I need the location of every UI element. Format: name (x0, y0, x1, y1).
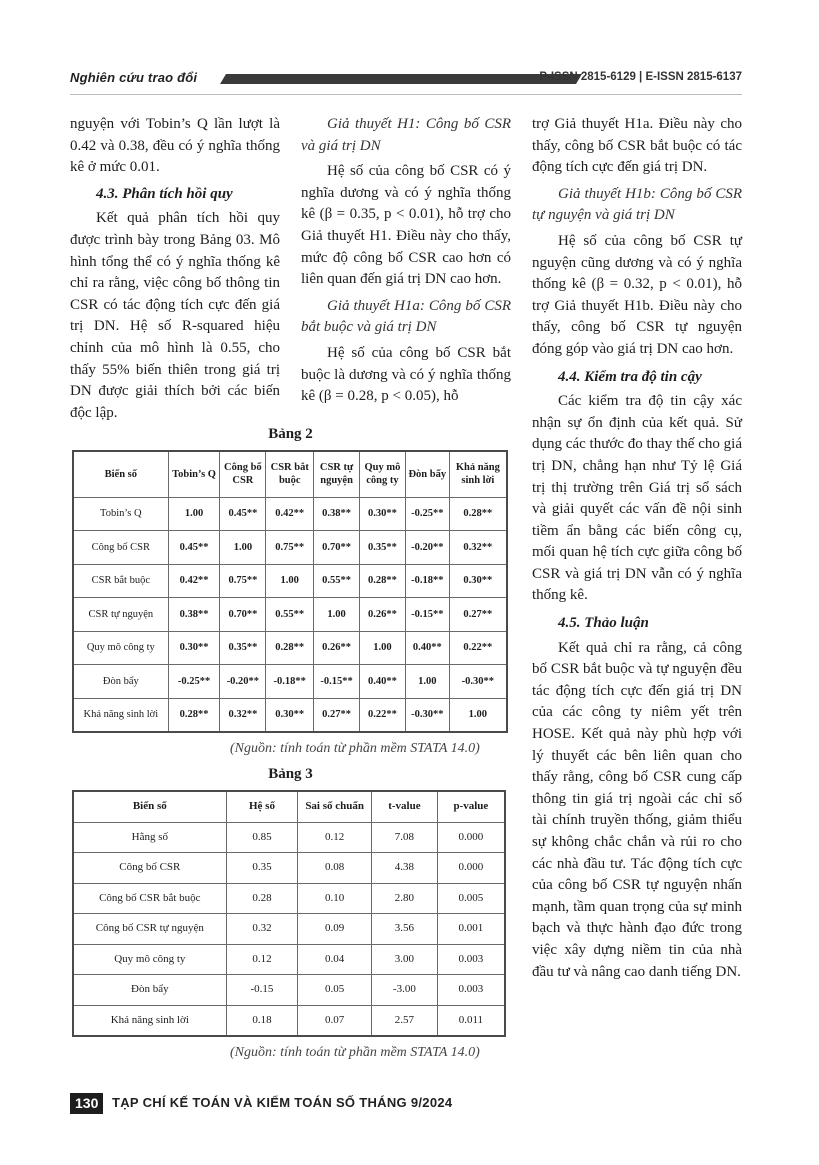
table-cell: -0.30** (405, 698, 449, 732)
row-label: Đòn bẩy (73, 975, 226, 1006)
table-cell: -0.15** (314, 665, 360, 699)
table-cell: 1.00 (266, 564, 314, 598)
table-cell: 1.00 (449, 698, 507, 732)
section-heading: 4.5. Thảo luận (558, 615, 649, 632)
column-2 (301, 114, 511, 408)
table-cell: 0.04 (298, 944, 372, 975)
regression-table (72, 790, 506, 1037)
hypothesis-heading: Giả thuyết H1a: Công bố CSR bắt buộc và giá trị DN (301, 297, 511, 336)
table-cell: 1.00 (360, 631, 406, 665)
table-cell: 3.00 (372, 944, 438, 975)
table-row (73, 598, 507, 632)
table-cell: 0.000 (437, 822, 505, 853)
column-header: Biến số (73, 451, 168, 497)
table-cell: 0.28 (226, 883, 298, 914)
table-cell: 1.00 (168, 497, 220, 531)
paragraph: Hệ số của công bố CSR bắt buộc là dương và có ý nghĩa thống kê (β = 0.28, p < 0.05), hỗ (301, 344, 511, 405)
page-header (70, 70, 742, 88)
column-header: t-value (372, 791, 438, 822)
table-cell: 0.38** (168, 598, 220, 632)
section-title: Nghiên cứu trao đổi (70, 70, 198, 85)
table-cell: 0.003 (437, 944, 505, 975)
table-cell: 0.45** (220, 497, 266, 531)
column-header: CSR tự nguyện (314, 451, 360, 497)
table-cell: 0.30** (360, 497, 406, 531)
table-cell: 0.30** (449, 564, 507, 598)
table-cell: 0.32 (226, 914, 298, 945)
table-cell: 0.18 (226, 1005, 298, 1036)
table-cell: 0.08 (298, 853, 372, 884)
table-cell: 0.40** (405, 631, 449, 665)
column-header: Khả năng sinh lời (449, 451, 507, 497)
paragraph: Kết quả chỉ ra rằng, cả công bố CSR bắt buộc và tự nguyện đều tác động tích cực đến giá trị DN của các công ty niêm yết trên HOSE. Kết quả này phù hợp với lý thuyết các bên liên quan cho thấy rằng, công bố CSR cung cấp thông tin giá trị ngoài các chỉ số tài chính truyền thống, giảm thiểu sự không chắc chắn và rủi ro cho các nhà đầu tư. Tác động tích cực của công bố CSR tự nguyện nhấn mạnh, tầm quan trọng của sự minh bạch và thực hành đạo đức trong việc xây dựng niềm tin của nhà đầu tư và nâng cao danh tiếng DN. (532, 639, 742, 980)
column-header: Công bố CSR (220, 451, 266, 497)
table-cell: 0.40** (360, 665, 406, 699)
table-header-row (73, 791, 505, 822)
table-cell: 0.26** (314, 631, 360, 665)
table-cell: 0.011 (437, 1005, 505, 1036)
column-header: Biến số (73, 791, 226, 822)
column-header: Quy mô công ty (360, 451, 406, 497)
column-header: Tobin’s Q (168, 451, 220, 497)
table-row (73, 944, 505, 975)
hypothesis-heading: Giả thuyết H1b: Công bố CSR tự nguyện và giá trị DN (532, 185, 742, 224)
table-row (73, 1005, 505, 1036)
section-heading: 4.3. Phân tích hồi quy (96, 185, 233, 202)
table-cell: 0.005 (437, 883, 505, 914)
table-cell: 0.27** (449, 598, 507, 632)
paragraph: Hệ số của công bố CSR tự nguyện cũng dương và có ý nghĩa thống kê (β = 0.32, p < 0.01), hỗ trợ Giả thuyết H1b. Điều này cho thấy, công bố CSR tự nguyện đóng góp vào giá trị DN cao hơn. (532, 232, 742, 357)
header-decor-bar (220, 74, 582, 84)
table-cell: 3.56 (372, 914, 438, 945)
table-cell: 0.09 (298, 914, 372, 945)
table-cell: 1.00 (405, 665, 449, 699)
table-cell: 0.45** (168, 531, 220, 565)
row-label: Công bố CSR (73, 853, 226, 884)
table-cell: -0.30** (449, 665, 507, 699)
table-2-source: (Nguồn: tính toán từ phần mềm STATA 14.0) (230, 741, 480, 756)
table-cell: 0.26** (360, 598, 406, 632)
table-cell: 1.00 (220, 531, 266, 565)
row-label: Khả năng sinh lời (73, 698, 168, 732)
hypothesis-heading: Giả thuyết H1: Công bố CSR và giá trị DN (301, 116, 511, 154)
table-cell: 0.85 (226, 822, 298, 853)
table-cell: 0.12 (298, 822, 372, 853)
paragraph: Kết quả phân tích hồi quy được trình bày trong Bảng 03. Mô hình tổng thể có ý nghĩa thống kê chỉ ra rằng, việc công bố thông tin CSR có tác động tích cực đến giá trị DN. Hệ số R-squared hiệu chỉnh của mô hình là 0.55, cho thấy 55% biến thiên trong giá trị DN được giải thích bởi các biến độc lập. (70, 210, 280, 421)
column-header: p-value (437, 791, 505, 822)
table-cell: 0.07 (298, 1005, 372, 1036)
row-label: Quy mô công ty (73, 944, 226, 975)
table-cell: 0.000 (437, 853, 505, 884)
table-cell: -0.25** (405, 497, 449, 531)
table-cell: 0.42** (266, 497, 314, 531)
table-3-caption: Bảng 3 (268, 766, 313, 782)
table-header-row (73, 451, 507, 497)
table-cell: 0.55** (314, 564, 360, 598)
column-3 (532, 114, 742, 983)
table-cell: 0.55** (266, 598, 314, 632)
table-cell: -0.25** (168, 665, 220, 699)
table-row (73, 914, 505, 945)
table-row (73, 531, 507, 565)
table-cell: 0.70** (220, 598, 266, 632)
header-divider (70, 94, 742, 95)
table-cell: 0.75** (220, 564, 266, 598)
row-label: CSR tự nguyện (73, 598, 168, 632)
column-header: Đòn bẩy (405, 451, 449, 497)
table-row (73, 975, 505, 1006)
paragraph: Các kiểm tra độ tin cậy xác nhận sự ổn định của kết quả. Sử dụng các thước đo thay thế cho giá trị DN, chẳng hạn như Tỷ lệ Giá trị thị trường trên Giá trị sổ sách và giải quyết các vấn đề nội sinh tiềm ẩn bằng các biến công cụ, mối quan hệ tích cực giữa công bố CSR và giá trị DN vẫn có ý nghĩa thống kê. (532, 393, 742, 604)
table-cell: 0.22** (360, 698, 406, 732)
table-cell: 0.75** (266, 531, 314, 565)
table-cell: 0.12 (226, 944, 298, 975)
table-cell: -3.00 (372, 975, 438, 1006)
table-cell: 0.35** (220, 631, 266, 665)
correlation-table (72, 450, 508, 733)
table-3-source: (Nguồn: tính toán từ phần mềm STATA 14.0) (230, 1045, 480, 1060)
column-header: Sai số chuẩn (298, 791, 372, 822)
table-cell: 0.42** (168, 564, 220, 598)
table-cell: 0.32** (449, 531, 507, 565)
table-cell: 0.28** (168, 698, 220, 732)
table-cell: 1.00 (314, 598, 360, 632)
column-header: CSR bắt buộc (266, 451, 314, 497)
row-label: CSR bắt buộc (73, 564, 168, 598)
table-cell: 4.38 (372, 853, 438, 884)
table-row (73, 631, 507, 665)
table-cell: 0.32** (220, 698, 266, 732)
table-cell: -0.20** (220, 665, 266, 699)
table-cell: -0.15 (226, 975, 298, 1006)
table-cell: 0.27** (314, 698, 360, 732)
row-label: Hằng số (73, 822, 226, 853)
row-label: Quy mô công ty (73, 631, 168, 665)
paragraph: Hệ số của công bố CSR có ý nghĩa dương và có ý nghĩa thống kê (β = 0.35, p < 0.01), hỗ trợ cho Giả thuyết H1. Điều này cho thấy, mức độ công bố CSR cao hơn có liên quan đến giá trị DN cao hơn. (301, 163, 511, 288)
table-row (73, 698, 507, 732)
paragraph: nguyện với Tobin’s Q lần lượt là 0.42 và 0.38, đều có ý nghĩa thống kê ở mức 0.01. (70, 116, 280, 176)
table-cell: 7.08 (372, 822, 438, 853)
table-cell: 0.003 (437, 975, 505, 1006)
table-row (73, 564, 507, 598)
table-cell: 2.57 (372, 1005, 438, 1036)
journal-title: TẠP CHÍ KẾ TOÁN VÀ KIỂM TOÁN SỐ THÁNG 9/2024 (112, 1095, 453, 1110)
table-cell: 0.35** (360, 531, 406, 565)
column-header: Hệ số (226, 791, 298, 822)
table-cell: -0.18** (405, 564, 449, 598)
table-row (73, 853, 505, 884)
table-row (73, 822, 505, 853)
table-cell: 2.80 (372, 883, 438, 914)
table-cell: -0.15** (405, 598, 449, 632)
table-cell: 0.70** (314, 531, 360, 565)
table-row (73, 883, 505, 914)
table-cell: 0.28** (360, 564, 406, 598)
table-cell: 0.05 (298, 975, 372, 1006)
table-cell: 0.30** (266, 698, 314, 732)
row-label: Công bố CSR (73, 531, 168, 565)
table-cell: 0.28** (449, 497, 507, 531)
issn-label: P-ISSN 2815-6129 | E-ISSN 2815-6137 (539, 71, 742, 83)
table-cell: 0.35 (226, 853, 298, 884)
table-cell: 0.001 (437, 914, 505, 945)
column-1 (70, 114, 280, 424)
row-label: Công bố CSR bắt buộc (73, 883, 226, 914)
table-2-caption: Bảng 2 (268, 426, 313, 442)
row-label: Tobin’s Q (73, 497, 168, 531)
row-label: Công bố CSR tự nguyện (73, 914, 226, 945)
table-cell: 0.28** (266, 631, 314, 665)
table-row (73, 497, 507, 531)
table-cell: -0.20** (405, 531, 449, 565)
table-cell: 0.22** (449, 631, 507, 665)
row-label: Khả năng sinh lời (73, 1005, 226, 1036)
paragraph: trợ Giả thuyết H1a. Điều này cho thấy, công bố CSR bắt buộc có tác động tích cực đến giá trị DN. (532, 116, 742, 176)
table-cell: -0.18** (266, 665, 314, 699)
table-cell: 0.10 (298, 883, 372, 914)
section-heading: 4.4. Kiểm tra độ tin cậy (558, 368, 702, 385)
table-cell: 0.30** (168, 631, 220, 665)
page-number: 130 (70, 1093, 103, 1114)
row-label: Đòn bẩy (73, 665, 168, 699)
table-cell: 0.38** (314, 497, 360, 531)
table-row (73, 665, 507, 699)
